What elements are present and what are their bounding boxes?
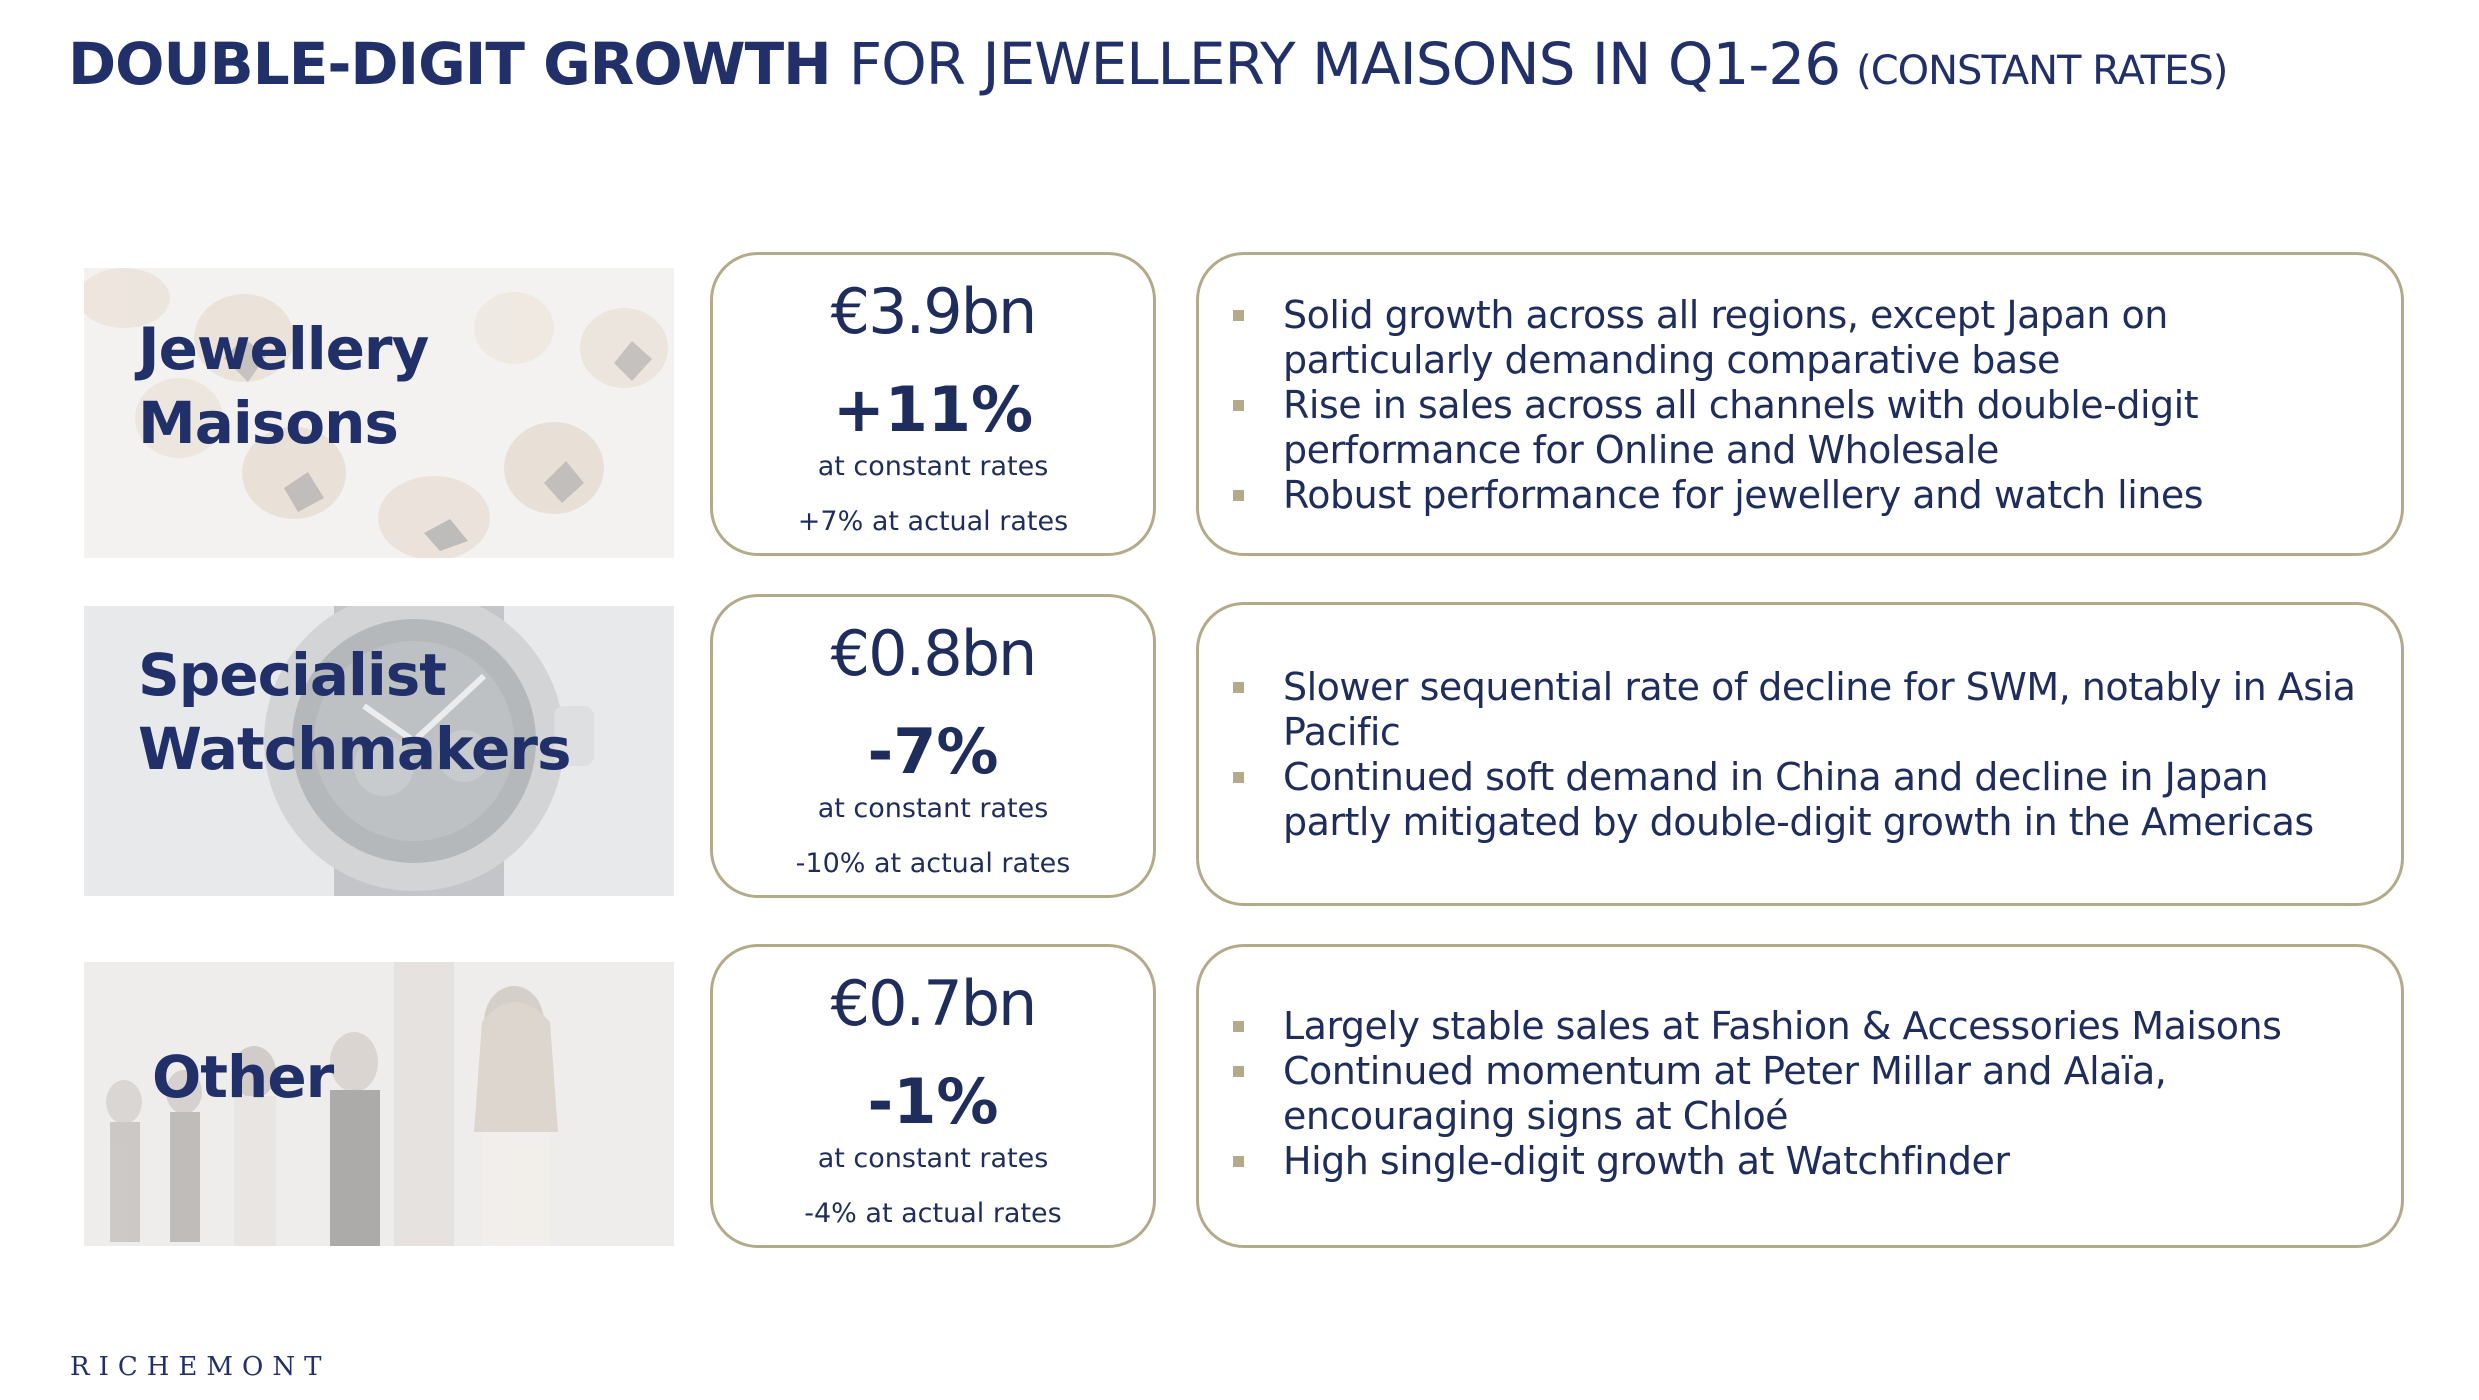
growth-constant: -1% [867, 1065, 999, 1138]
segment-row-watchmakers [0, 594, 2479, 904]
jewellery-necklace-photo [84, 268, 674, 558]
bullet-item: Continued momentum at Peter Millar and Alaïa, encouraging signs at Chloé [1233, 1049, 2371, 1139]
growth-constant: -7% [867, 715, 999, 788]
actual-rates-value: -10% at actual rates [795, 848, 1071, 879]
bullet-list [1233, 293, 2371, 518]
segment-label-line-2: Watchmakers [138, 715, 571, 783]
segment-label-line-1: Specialist [138, 641, 447, 709]
constant-rates-label: at constant rates [817, 451, 1049, 482]
segment-label-line-1: Jewellery [138, 315, 429, 383]
title-small: (CONSTANT RATES) [1856, 48, 2228, 94]
bullet-square-icon [1233, 400, 1244, 411]
metric-box-jewellery [710, 252, 1156, 556]
commentary-box-watchmakers [1196, 602, 2404, 906]
actual-rates-value: -4% at actual rates [804, 1198, 1062, 1229]
segment-label-line-2: Maisons [138, 389, 398, 457]
title-bold: DOUBLE-DIGIT GROWTH [68, 30, 831, 98]
bullet-item: Solid growth across all regions, except Japan on particularly demanding comparative base [1233, 293, 2371, 383]
bullet-item: High single-digit growth at Watchfinder [1233, 1139, 2371, 1184]
slide-title [68, 30, 2227, 110]
bullet-square-icon [1233, 772, 1244, 783]
actual-rates-value: +7% at actual rates [797, 506, 1069, 537]
bullet-square-icon [1233, 490, 1244, 501]
constant-rates-label: at constant rates [817, 1143, 1049, 1174]
bullet-list [1233, 665, 2371, 845]
richemont-logo: RICHEMONT [70, 1352, 331, 1382]
sales-value: €3.9bn [830, 275, 1036, 348]
segment-row-jewellery [0, 252, 2479, 562]
sales-value: €0.7bn [830, 967, 1036, 1040]
segment-label [152, 1040, 333, 1114]
bullet-item: Robust performance for jewellery and watch lines [1233, 473, 2371, 518]
bullet-square-icon [1233, 1066, 1244, 1077]
segment-label-line-1: Other [152, 1043, 334, 1111]
bullet-square-icon [1233, 1156, 1244, 1167]
metric-box-watchmakers [710, 594, 1156, 898]
bullet-square-icon [1233, 682, 1244, 693]
commentary-box-jewellery [1196, 252, 2404, 556]
bullet-square-icon [1233, 1021, 1244, 1032]
bullet-item: Continued soft demand in China and decline in Japan partly mitigated by double-digit growth in the Americas [1233, 755, 2371, 845]
bullet-item: Largely stable sales at Fashion & Accessories Maisons [1233, 1004, 2371, 1049]
constant-rates-label: at constant rates [817, 793, 1049, 824]
commentary-box-other [1196, 944, 2404, 1248]
growth-constant: +11% [832, 373, 1034, 446]
bullet-item: Slower sequential rate of decline for SWM, notably in Asia Pacific [1233, 665, 2371, 755]
bullet-square-icon [1233, 310, 1244, 321]
fashion-runway-photo [84, 962, 674, 1246]
segment-row-other [0, 944, 2479, 1254]
segment-label [138, 638, 571, 786]
sales-value: €0.8bn [830, 617, 1036, 690]
title-normal: FOR JEWELLERY MAISONS IN Q1-26 [848, 30, 1841, 98]
metric-box-other [710, 944, 1156, 1248]
bullet-item: Rise in sales across all channels with double-digit performance for Online and Wholesale [1233, 383, 2371, 473]
bullet-list [1233, 1004, 2371, 1184]
segment-label [138, 312, 428, 460]
watch-photo [84, 606, 674, 896]
